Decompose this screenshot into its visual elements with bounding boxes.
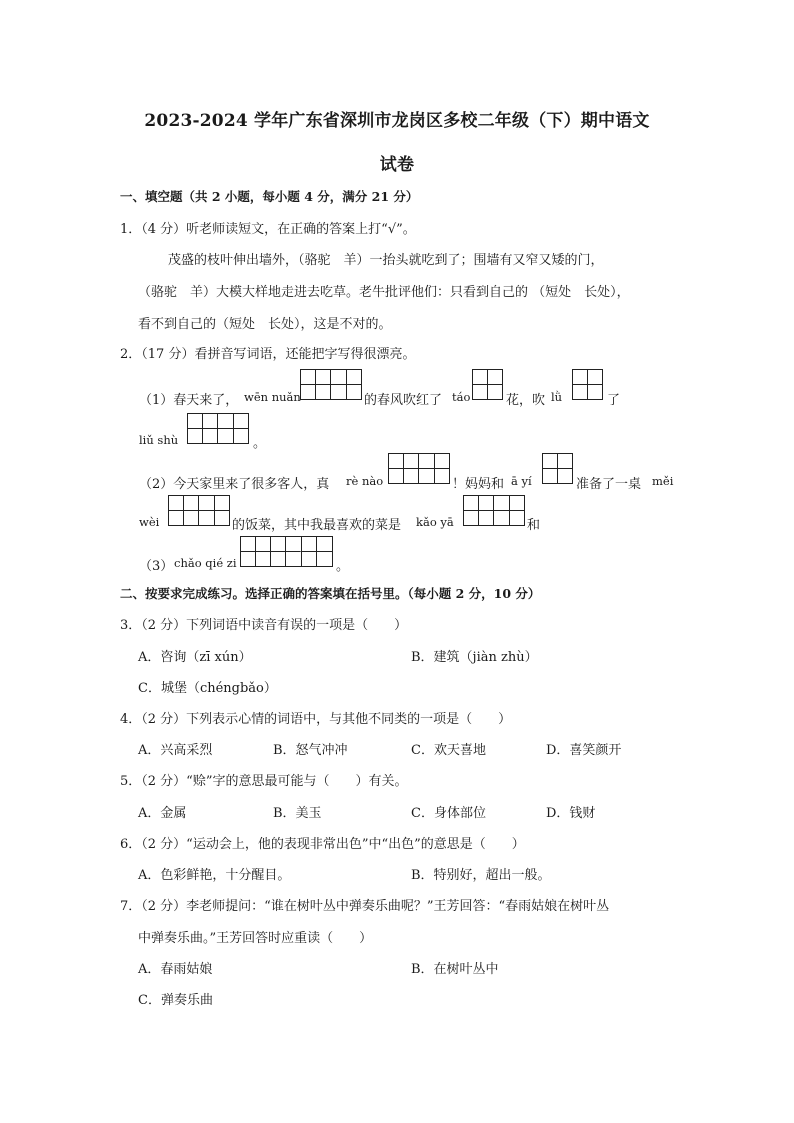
option-a[interactable]: A．春雨姑娘 (138, 962, 213, 977)
pinyin: táo (452, 390, 471, 404)
option-d[interactable]: D．钱财 (546, 806, 596, 821)
passage-line: （骆驼 羊）大模大样地走进去吃草。老牛批评他们：只看到自己的 （短处 长处）， (138, 285, 630, 300)
option-b[interactable]: B．建筑（jiàn zhù） (411, 650, 538, 665)
pinyin: měi (652, 474, 674, 488)
option-b[interactable]: B．在树叶丛中 (411, 962, 499, 977)
question-text: 。 (336, 559, 350, 574)
option-c[interactable]: C．欢天喜地 (411, 743, 486, 758)
option-a[interactable]: A．咨询（zī xún） (138, 650, 252, 665)
question-text: 的春风吹红了 (364, 393, 443, 408)
question-stem-continued: 中弹奏乐曲。”王芳回答时应重读（ ） (138, 931, 373, 946)
option-b[interactable]: B．特别好，超出一般。 (411, 868, 551, 883)
question-stem: 3．（2 分）下列词语中读音有误的一项是（ ） (120, 618, 408, 633)
tianzige-box[interactable] (300, 369, 362, 400)
option-a[interactable]: A．兴高采烈 (138, 743, 213, 758)
section-header: 一、填空题（共 2 小题，每小题 4 分，满分 21 分） (120, 189, 419, 204)
pinyin: rè nào (346, 474, 384, 488)
question-text: 的饭菜，其中我最喜欢的菜是 (232, 518, 402, 533)
question-text: （2）今天家里来了很多客人，真 (139, 477, 330, 492)
tianzige-box[interactable] (572, 369, 603, 400)
question-text: 。 (253, 436, 267, 451)
passage-line: 看不到自己的（短处 长处），这是不对的。 (138, 317, 392, 332)
tianzige-box[interactable] (187, 413, 249, 444)
pinyin: ā yí (511, 474, 532, 488)
tianzige-box[interactable] (388, 453, 450, 484)
question-text: ！妈妈和 (452, 477, 505, 492)
question-text: （3） (139, 559, 174, 574)
option-a[interactable]: A．金属 (138, 806, 187, 821)
tianzige-box[interactable] (168, 495, 230, 526)
question-stem: 5．（2 分）“赊”字的意思最可能与（ ）有关。 (120, 774, 408, 789)
question-stem: 2．（17 分）看拼音写词语，还能把字写得很漂亮。 (120, 347, 416, 362)
pinyin: kǎo yā (416, 515, 454, 529)
pinyin: wēn nuǎn (244, 390, 301, 404)
question-text: 和 (527, 518, 541, 533)
tianzige-box[interactable] (463, 495, 525, 526)
question-stem: 7．（2 分）李老师提问：“谁在树叶丛中弹奏乐曲呢？”王芳回答：“春雨姑娘在树叶丛 (120, 899, 610, 914)
question-text: 了 (607, 393, 621, 408)
passage-line: 茂盛的枝叶伸出墙外，（骆驼 羊）一抬头就吃到了；围墙有又窄又矮的门， (168, 253, 604, 268)
question-text: 准备了一桌 (576, 477, 642, 492)
option-c[interactable]: C．身体部位 (411, 806, 486, 821)
pinyin: lǜ (551, 390, 563, 404)
option-b[interactable]: B．美玉 (273, 806, 322, 821)
question-stem: 1．（4 分）听老师读短文，在正确的答案上打“√”。 (120, 222, 416, 237)
question-stem: 4．（2 分）下列表示心情的词语中，与其他不同类的一项是（ ） (120, 712, 512, 727)
option-d[interactable]: D．喜笑颜开 (546, 743, 622, 758)
tianzige-box[interactable] (472, 369, 503, 400)
page-title: 2023-2024 学年广东省深圳市龙岗区多校二年级（下）期中语文 (144, 111, 650, 131)
tianzige-box[interactable] (240, 536, 333, 567)
pinyin: wèi (139, 515, 160, 529)
question-text: 花，吹 (506, 393, 546, 408)
option-c[interactable]: C．弹奏乐曲 (138, 993, 213, 1008)
pinyin: liǔ shù (139, 433, 179, 447)
option-b[interactable]: B．怒气冲冲 (273, 743, 348, 758)
option-a[interactable]: A．色彩鲜艳，十分醒目。 (138, 868, 291, 883)
tianzige-box[interactable] (542, 453, 573, 484)
pinyin: chǎo qié zi (174, 556, 237, 570)
question-stem: 6．（2 分）“运动会上，他的表现非常出色”中“出色”的意思是（ ） (120, 837, 525, 852)
page-title-continued: 试卷 (379, 155, 415, 175)
section-header: 二、按要求完成练习。选择正确的答案填在括号里。（每小题 2 分，10 分） (120, 586, 541, 601)
option-c[interactable]: C．城堡（chéngbǎo） (138, 681, 277, 696)
question-text: （1）春天来了， (139, 393, 239, 408)
